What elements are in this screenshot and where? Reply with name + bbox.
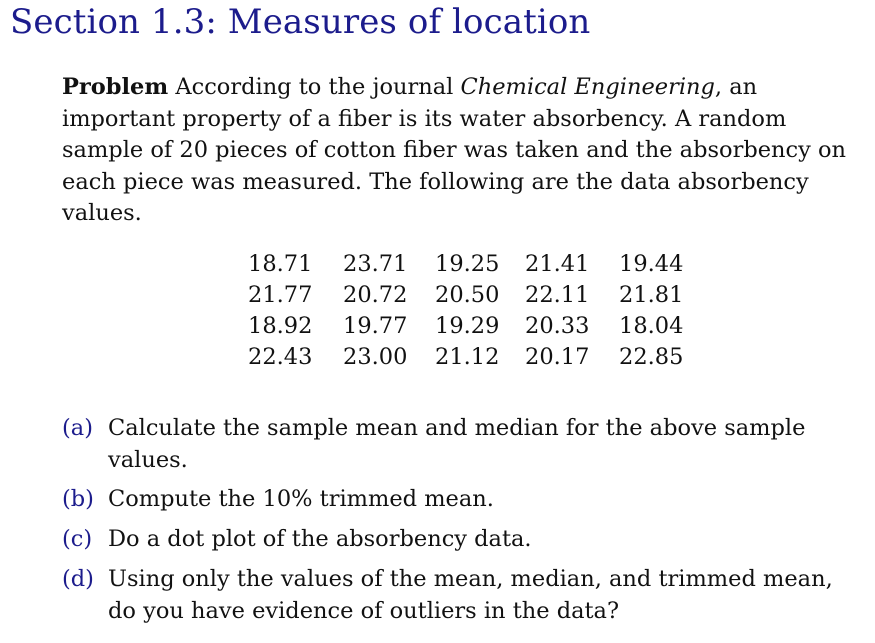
problem-lead: Problem xyxy=(62,74,169,100)
data-cell: 18.04 xyxy=(619,312,684,339)
data-cell: 20.50 xyxy=(435,281,500,308)
data-cell: 21.77 xyxy=(248,281,313,308)
absorbency-data-table xyxy=(248,248,689,372)
data-cell: 22.11 xyxy=(525,281,590,308)
question-c xyxy=(62,523,852,555)
data-cell: 22.85 xyxy=(619,343,684,370)
table-row xyxy=(248,248,689,279)
problem-text-after: , an important property of a fiber is its water absorbency. A random sample of 20 pieces of cotton fiber was taken and the absorbency on each piece was measured. The following are the data absorbency values. xyxy=(62,74,847,226)
question-d-text: Using only the values of the mean, median, and trimmed mean, do you have evidence of outliers in the data? xyxy=(108,566,833,624)
data-cell: 21.41 xyxy=(525,250,590,277)
journal-name: Chemical Engineering xyxy=(460,74,715,100)
table-row xyxy=(248,341,689,372)
data-cell: 23.00 xyxy=(343,343,408,370)
data-cell: 19.77 xyxy=(343,312,408,339)
problem-statement xyxy=(62,72,862,230)
question-c-text: Do a dot plot of the absorbency data. xyxy=(108,526,532,552)
question-b-label: (b) xyxy=(62,486,94,512)
data-cell: 18.71 xyxy=(248,250,313,277)
data-cell: 19.44 xyxy=(619,250,684,277)
data-cell: 21.12 xyxy=(435,343,500,370)
data-cell: 20.33 xyxy=(525,312,590,339)
question-b-text: Compute the 10% trimmed mean. xyxy=(108,486,494,512)
data-cell: 23.71 xyxy=(343,250,408,277)
data-cell: 21.81 xyxy=(619,281,684,308)
data-cell: 18.92 xyxy=(248,312,313,339)
question-a-text: Calculate the sample mean and median for the above sample values. xyxy=(108,415,806,473)
question-b xyxy=(62,483,852,515)
question-c-label: (c) xyxy=(62,526,93,552)
question-a-label: (a) xyxy=(62,415,93,441)
question-a xyxy=(62,412,852,476)
question-d xyxy=(62,563,852,627)
data-cell: 19.29 xyxy=(435,312,500,339)
problem-text-before: According to the journal xyxy=(168,74,461,100)
data-cell: 19.25 xyxy=(435,250,500,277)
data-cell: 22.43 xyxy=(248,343,313,370)
data-cell: 20.17 xyxy=(525,343,590,370)
table-row xyxy=(248,279,689,310)
data-cell: 20.72 xyxy=(343,281,408,308)
table-row xyxy=(248,310,689,341)
question-d-label: (d) xyxy=(62,566,94,592)
section-title: Section 1.3: Measures of location xyxy=(10,2,591,42)
